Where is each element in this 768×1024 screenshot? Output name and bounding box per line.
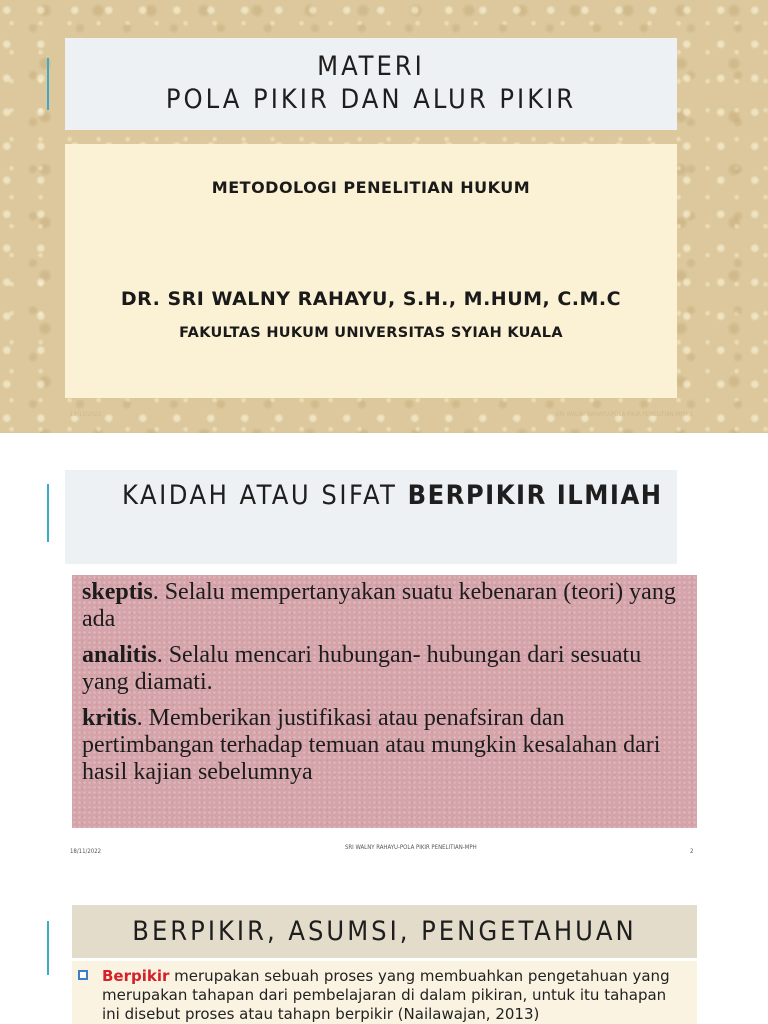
accent-line: [47, 921, 49, 975]
slide-3-title: BERPIKIR, ASUMSI, PENGETAHUAN: [72, 905, 697, 958]
term-kritis: kritis: [82, 705, 137, 731]
title-bold: BERPIKIR ILMIAH: [407, 480, 663, 511]
definition: . Selalu mencari hubungan- hubungan dari sesuatu yang diamati.: [82, 642, 642, 695]
faculty-name: FAKULTAS HUKUM UNIVERSITAS SYIAH KUALA: [179, 325, 563, 341]
footer-author: SRI WALNY RAHAYU-POLA PIKIR PENELITIAN-MPH: [556, 411, 688, 418]
course-name: METODOLOGI PENELITIAN HUKUM: [211, 178, 531, 197]
accent-line: [47, 58, 49, 110]
title-normal: KAIDAH ATAU SIFAT: [122, 480, 408, 511]
page-number: 1: [690, 411, 694, 418]
page-number: 2: [690, 848, 694, 855]
term-skeptis: skeptis: [82, 579, 153, 605]
title-line-2: POLA PIKIR DAN ALUR PIKIR: [165, 84, 577, 115]
bullet-text: merupakan sebuah proses yang membuahkan pengetahuan yang merupakan tahapan dari pembelajaran di dalam pikiran, untuk itu tahapan ini disebut proses atau tahapn berpikir (Nailawajan, 2013): [102, 967, 670, 1023]
author-name: DR. SRI WALNY RAHAYU, S.H., M.HUM, C.M.C: [120, 288, 622, 310]
slide-1: [0, 0, 768, 433]
subtitle-box: [65, 144, 677, 398]
list-item: [102, 967, 683, 1024]
footer-date: 18/11/2022: [70, 848, 102, 855]
traits-list: [72, 575, 697, 828]
slide-2-title: [65, 470, 677, 564]
footer-date: 18/11/2022: [70, 411, 102, 418]
list-item: [82, 705, 687, 786]
list-item: [82, 642, 687, 696]
bullet-term: Berpikir: [102, 967, 170, 985]
definition: . Selalu mempertanyakan suatu kebenaran (teori) yang ada: [82, 579, 676, 632]
square-bullet-icon: [78, 970, 88, 980]
slide-3: [0, 865, 768, 1024]
slide-1-title: [65, 38, 677, 130]
title-line-1: MATERI: [317, 51, 425, 82]
footer-author: SRI WALNY RAHAYU-POLA PIKIR PENELITIAN-MPH: [345, 844, 477, 851]
term-analitis: analitis: [82, 642, 157, 668]
accent-line: [47, 484, 49, 542]
content-box: [72, 961, 697, 1024]
list-item: [82, 579, 687, 633]
slide-2: [0, 433, 768, 865]
definition: . Memberikan justifikasi atau penafsiran dan pertimbangan terhadap temuan atau mungkin kesalahan dari hasil kajian sebelumnya: [82, 705, 661, 785]
